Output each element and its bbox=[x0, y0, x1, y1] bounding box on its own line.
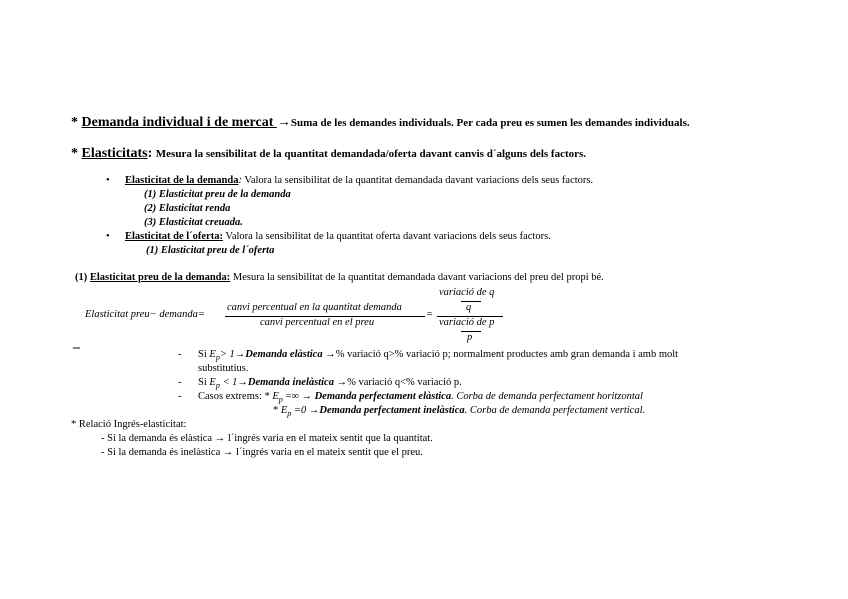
list-item: (1) Elasticitat preu de la demanda bbox=[144, 189, 291, 200]
section-number: (1) bbox=[75, 272, 90, 283]
formula-equals: = bbox=[426, 309, 434, 320]
arrow-icon: → bbox=[306, 405, 320, 416]
bullet-title: Elasticitat de la demanda bbox=[125, 175, 239, 186]
section-description: Suma de les demandes individuals. Per cada preu es sumen les demandes individuals. bbox=[290, 117, 690, 129]
section-title: Demanda individual i de mercat bbox=[81, 115, 277, 130]
heading-elasticitat-preu bbox=[75, 272, 604, 283]
section-description: Mesura la sensibilitat de la quantitat demandada/oferta davant canvis d´alguns dels factors. bbox=[155, 148, 587, 160]
arrow-icon: → bbox=[222, 447, 234, 458]
case-dash: - bbox=[178, 391, 182, 402]
bullet-mark: • bbox=[106, 231, 110, 242]
section-colon: : bbox=[147, 146, 156, 161]
case-elastica: Si $E_p>$ 1→Demanda elàstica →% variació q>% variació p; normalment productes amb gran demanda i amb molt bbox=[198, 349, 679, 363]
arrow-icon: → bbox=[237, 377, 248, 388]
case-perfectament-inelastica: * $E_p =0$ →Demanda perfectament inelàstica. Corba de demanda perfectament vertical. bbox=[273, 405, 646, 419]
section-title: Elasticitat preu de la demanda: bbox=[89, 272, 231, 283]
case-dash: - bbox=[178, 349, 182, 360]
relacio-title: * Relació Ingrés-elasticitat: bbox=[71, 419, 187, 430]
dash-mark: – bbox=[73, 340, 80, 355]
bullet-title: Elasticitat de l´oferta: bbox=[125, 231, 223, 242]
list-item: (1) Elasticitat preu de l´oferta bbox=[146, 245, 275, 256]
fraction-line bbox=[461, 301, 481, 302]
bullet-mark: • bbox=[106, 175, 110, 186]
bullet-star: * bbox=[71, 115, 82, 130]
relacio-line-elastica: - Si la demanda és elàstica → l´ingrés varia en el mateix sentit que la quantitat. bbox=[101, 433, 433, 444]
arrow-icon: → bbox=[234, 349, 246, 360]
arrow-icon: → bbox=[214, 433, 226, 444]
arrow-icon: → bbox=[298, 391, 312, 402]
section-title: Elasticitats bbox=[81, 146, 148, 161]
formula-p: p bbox=[467, 332, 473, 343]
bullet-description: Valora la sensibilitat de la quantitat demandada davant variacions dels seus factors. bbox=[241, 175, 594, 186]
case-perfectament-elastica: Casos extrems: * $E_p$ =∞ → Demanda perfectament elàstica. Corba de demanda perfectament horitzontal bbox=[198, 391, 643, 405]
section-description: Mesura la sensibilitat de la quantitat demandada davant variacions del preu del propi bé. bbox=[230, 272, 604, 283]
case-elastica-cont: substitutius. bbox=[198, 363, 249, 374]
relacio-line-inelastica: - Si la demanda és inelàstica → l´ingrés varia en el mateix sentit que el preu. bbox=[101, 447, 423, 458]
formula-var-q: variació de q bbox=[439, 287, 495, 298]
formula-numerator: canvi percentual en la quantitat demanda bbox=[227, 302, 402, 313]
formula-lhs: Elasticitat preu− demanda= bbox=[85, 309, 205, 320]
list-item: (2) Elasticitat renda bbox=[144, 203, 231, 214]
formula-q: q bbox=[466, 302, 472, 313]
bullet-colon: : bbox=[238, 175, 242, 186]
bullet-elasticitat-demanda bbox=[125, 175, 593, 186]
case-inelastica: Si $E_p$ < 1→Demanda inelàstica →% variació q<% variació p. bbox=[198, 377, 462, 391]
formula-denominator: canvi percentual en el preu bbox=[260, 317, 375, 328]
formula-var-p: variació de p bbox=[439, 317, 495, 328]
arrow-icon: → bbox=[276, 115, 291, 130]
arrow-icon: → bbox=[322, 349, 336, 360]
heading-demanda-individual bbox=[71, 113, 690, 131]
list-item: (3) Elasticitat creuada. bbox=[144, 217, 243, 228]
case-dash: - bbox=[178, 377, 182, 388]
arrow-icon: → bbox=[333, 377, 348, 388]
bullet-description: Valora la sensibilitat de la quantitat oferta davant variacions dels seus factors. bbox=[222, 231, 551, 242]
bullet-star: * bbox=[71, 146, 82, 161]
heading-elasticitats bbox=[71, 144, 586, 162]
bullet-elasticitat-oferta bbox=[125, 231, 551, 242]
